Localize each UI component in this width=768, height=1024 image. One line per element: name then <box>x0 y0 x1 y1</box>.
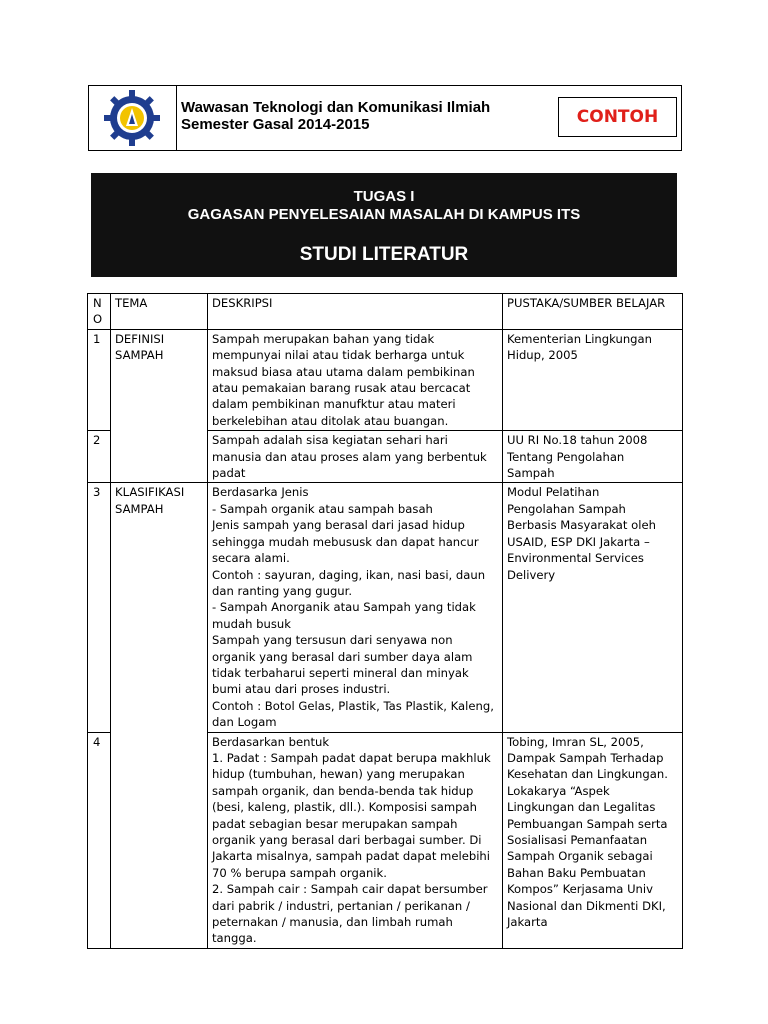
pustaka-line: Pembuangan Sampah serta <box>507 816 668 831</box>
desc-line: 1. Padat : Sampah padat dapat berupa makhluk <box>212 750 491 765</box>
desc-line: 70 % berupa sampah organik. <box>212 865 387 880</box>
banner-line3: STUDI LITERATUR <box>299 244 469 265</box>
desc-line: Sampah adalah sisa kegiatan sehari hari <box>212 433 448 448</box>
row-deskripsi <box>208 483 503 732</box>
title-banner <box>91 173 677 277</box>
desc-line: Sampah yang tersusun dari senyawa non <box>212 633 453 648</box>
pustaka-line: Jakarta <box>507 915 548 930</box>
tema-line: DEFINISI <box>115 331 165 346</box>
pustaka-line: Dampak Sampah Terhadap <box>507 750 664 765</box>
pustaka-line: Sosialisasi Pemanfaatan <box>507 833 648 847</box>
desc-line: Contoh : Botol Gelas, Plastik, Tas Plastik, Kaleng, <box>212 698 494 713</box>
its-logo-icon <box>102 88 162 148</box>
header-no-line: O <box>93 312 103 327</box>
row-pustaka <box>503 329 683 430</box>
pustaka-line: Environmental Services <box>507 551 644 566</box>
header-no <box>88 294 111 330</box>
table-row <box>88 329 683 430</box>
pustaka-line: Lokakarya “Aspek <box>507 783 610 798</box>
desc-line: sehingga mudah mebususk dan dapat hancur <box>212 534 479 549</box>
pustaka-line: Kesehatan dan Lingkungan. <box>507 767 668 782</box>
desc-line: Jakarta misalnya, sampah padat dapat melebihi <box>212 849 490 864</box>
row-deskripsi <box>208 329 503 430</box>
desc-line: sampah organik, dan benda-benda tak hidup <box>212 783 474 798</box>
table-row <box>88 483 683 732</box>
desc-line: - Sampah Anorganik atau Sampah yang tidak <box>212 600 476 615</box>
header-deskripsi: DESKRIPSI <box>208 294 503 330</box>
banner-line2: GAGASAN PENYELESAIAN MASALAH DI KAMPUS ITS <box>187 206 581 223</box>
header-title-line1: Wawasan Teknologi dan Komunikasi Ilmiah <box>181 99 491 116</box>
pustaka-line: Pengolahan Sampah <box>507 501 626 516</box>
tema-line: SAMPAH <box>115 348 164 363</box>
desc-line: secara alami. <box>212 551 290 566</box>
pustaka-line: Sampah <box>507 466 555 481</box>
row-tema <box>111 329 208 483</box>
row-no: 1 <box>88 329 111 430</box>
desc-line: tangga. <box>212 931 257 946</box>
pustaka-line: Nasional dan Dikmenti DKI, <box>507 898 666 913</box>
tema-line: KLASIFIKASI <box>115 485 185 500</box>
pustaka-line: Berbasis Masyarakat oleh <box>507 518 656 533</box>
pustaka-line: Sampah Organik sebagai <box>507 849 653 864</box>
desc-line: tidak terbaharui seperti mineral dan minyak <box>212 665 469 680</box>
row-no: 2 <box>88 431 111 483</box>
desc-line: Berdasarkan bentuk <box>212 734 330 749</box>
banner-line1: TUGAS I <box>353 188 415 205</box>
table-header-row <box>88 294 683 330</box>
pustaka-line: Kementerian Lingkungan <box>507 331 652 346</box>
desc-line: organik yang berasal dari berbagai sumber. Di <box>212 833 482 847</box>
desc-line: 2. Sampah cair : Sampah cair dapat bersumber <box>212 882 488 897</box>
pustaka-line: USAID, ESP DKI Jakarta – <box>507 534 650 549</box>
pustaka-line: Lingkungan dan Legalitas <box>507 800 656 815</box>
desc-line: bumi atau dari proses industri. <box>212 682 391 697</box>
row-tema <box>111 483 208 948</box>
desc-line: organik yang berasal dari sumber daya alam <box>212 649 473 664</box>
desc-line: Jenis sampah yang berasal dari jasad hidup <box>212 518 465 533</box>
pustaka-line: Bahan Baku Pembuatan <box>507 865 646 880</box>
pustaka-line: Kompos” Kerjasama Univ <box>507 882 653 897</box>
desc-line: mudah busuk <box>212 616 291 631</box>
desc-line: dari pabrik / industri, pertanian / perikanan / <box>212 898 470 913</box>
desc-line: padat sebagian besar merupakan sampah <box>212 816 458 831</box>
desc-line: (besi, kaleng, plastik, dll.). Komposisi sampah <box>212 800 477 815</box>
desc-line: maksud biasa atau utama dalam pembikinan <box>212 364 475 379</box>
row-deskripsi <box>208 431 503 483</box>
header-no-line: N <box>93 296 102 310</box>
desc-line: Berdasarka Jenis <box>212 485 309 500</box>
contoh-stamp: CONTOH <box>558 97 677 137</box>
row-pustaka <box>503 732 683 948</box>
desc-line: peternakan / manusia, dan limbah rumah <box>212 915 453 930</box>
row-no: 4 <box>88 732 111 948</box>
pustaka-line: Hidup, 2005 <box>507 348 578 363</box>
desc-line: manusia dan atau proses alam yang berbentuk <box>212 449 487 464</box>
desc-line: hidup (tumbuhan, hewan) yang merupakan <box>212 767 465 782</box>
row-deskripsi <box>208 732 503 948</box>
desc-line: Sampah merupakan bahan yang tidak <box>212 331 435 346</box>
desc-line: - Sampah organik atau sampah basah <box>212 501 433 516</box>
desc-line: atau pemakaian barang rusak atau bercacat <box>212 381 471 396</box>
desc-line: padat <box>212 466 246 481</box>
row-no: 3 <box>88 483 111 732</box>
desc-line: dalam pembikinan manufktur atau materi <box>212 397 456 412</box>
pustaka-line: UU RI No.18 tahun 2008 <box>507 433 648 448</box>
header-title <box>181 99 490 133</box>
literature-table <box>87 293 683 949</box>
header-title-line2: Semester Gasal 2014-2015 <box>181 116 370 133</box>
desc-line: berkelebihan atau ditolak atau buangan. <box>212 413 449 428</box>
desc-line: dan ranting yang gugur. <box>212 583 353 598</box>
header-tema: TEMA <box>111 294 208 330</box>
row-pustaka <box>503 431 683 483</box>
pustaka-line: Modul Pelatihan <box>507 485 600 500</box>
row-pustaka <box>503 483 683 732</box>
pustaka-line: Tentang Pengolahan <box>507 449 625 464</box>
desc-line: dan Logam <box>212 715 277 730</box>
header-box <box>88 85 682 151</box>
header-pustaka: PUSTAKA/SUMBER BELAJAR <box>503 294 683 330</box>
logo-cell <box>89 86 177 150</box>
tema-line: SAMPAH <box>115 501 164 516</box>
pustaka-line: Delivery <box>507 567 556 582</box>
desc-line: mempunyai nilai atau tidak berharga untuk <box>212 348 465 363</box>
pustaka-line: Tobing, Imran SL, 2005, <box>507 734 644 749</box>
desc-line: Contoh : sayuran, daging, ikan, nasi basi, daun <box>212 567 486 582</box>
